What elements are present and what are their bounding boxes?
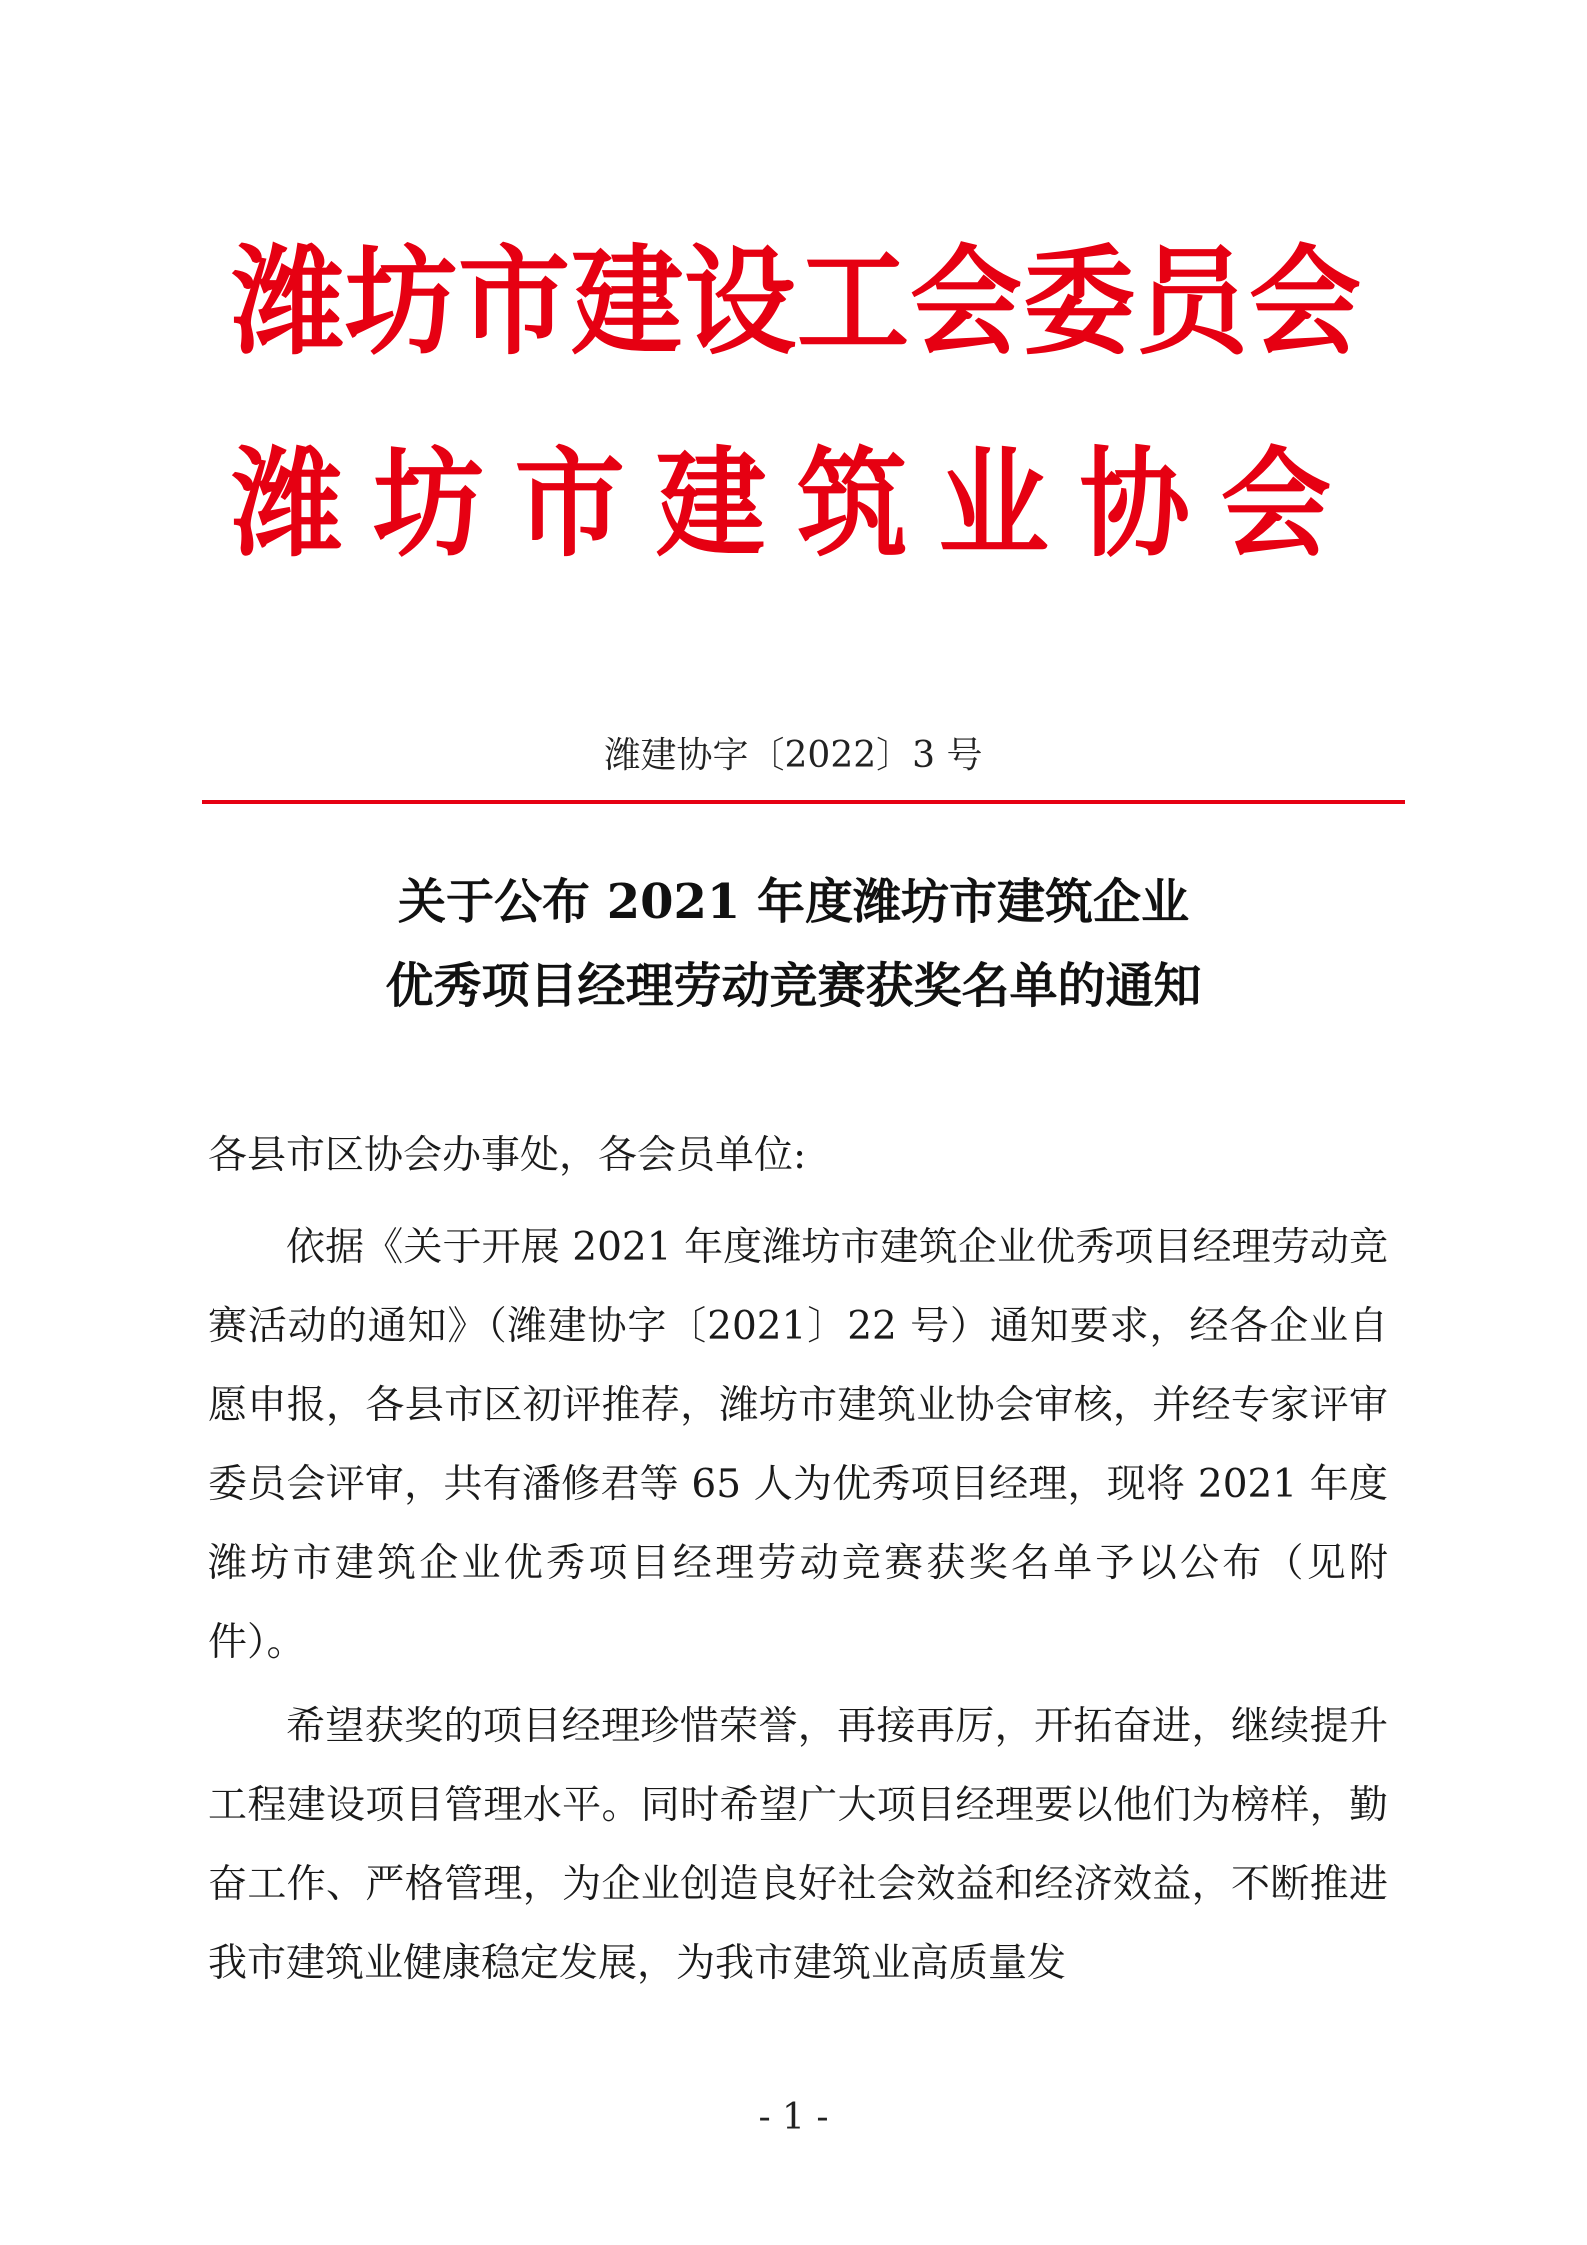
document-title-line-2: 优秀项目经理劳动竞赛获奖名单的通知: [385, 958, 1202, 1014]
red-divider-line: [202, 800, 1405, 804]
issuer-name-line-2: 潍坊市建筑业协会: [232, 435, 1363, 573]
document-title-line-1: 关于公布 2021 年度潍坊市建筑企业: [397, 874, 1190, 930]
body-paragraph-2: 希望获奖的项目经理珍惜荣誉，再接再厉，开拓奋进，继续提升工程建设项目管理水平。同时希望广大项目经理要以他们为榜样，勤奋工作、严格管理，为企业创造良好社会效益和经济效益，不断推进我市建筑业健康稳定发展，为我市建筑业高质量发: [208, 1704, 1388, 1986]
salutation: 各县市区协会办事处，各会员单位:: [208, 1133, 807, 1178]
document-number: 潍建协字〔2022〕3 号: [604, 735, 983, 776]
issuer-name-line-1: 潍坊市建设工会委员会: [232, 233, 1363, 371]
body-paragraph-1: 依据《关于开展 2021 年度潍坊市建筑企业优秀项目经理劳动竞赛活动的通知》（潍建协字〔2021〕22 号）通知要求，经各企业自愿申报，各县市区初评推荐，潍坊市建筑业协会审核，并经专家评审委员会评审，共有潘修君等 65 人为优秀项目经理，现将 2021 年度潍坊市建筑企业优秀项目经理劳动竞赛获奖名单予以公布（见附件）。: [208, 1225, 1388, 1665]
page-number: - 1 -: [758, 2097, 829, 2138]
